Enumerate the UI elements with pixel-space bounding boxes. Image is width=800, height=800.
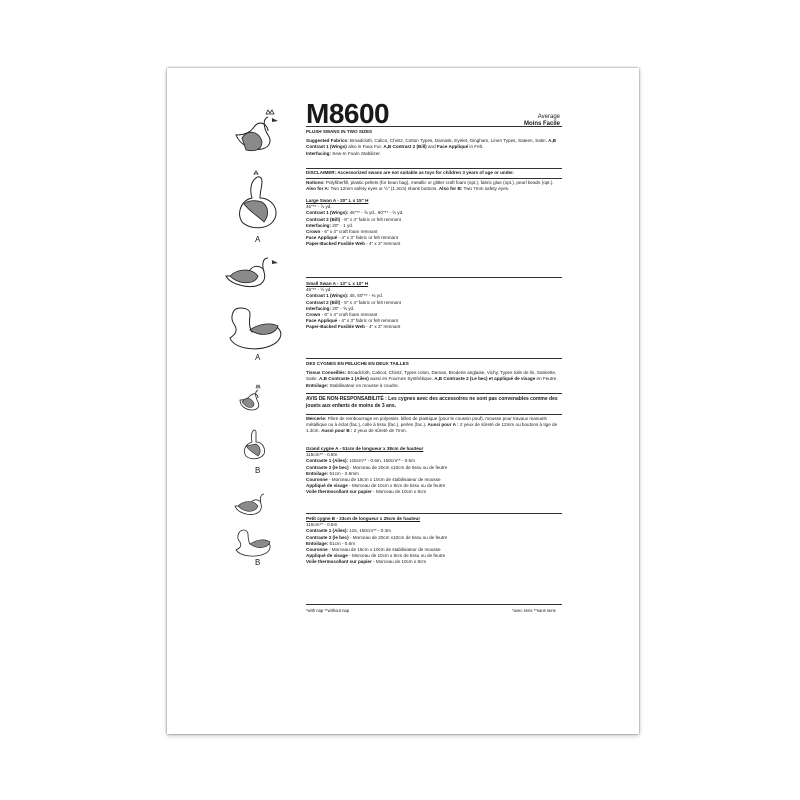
swan-b-crowned-illustration	[236, 384, 272, 424]
large-swan-yardage: Large Swan A - 20" L x 15" H 45"** - ⅞ yd. Contrast 1 (Wings): 45"** - ⅝ yd., 60"** - ½ yd. Contrast 2 (Bill) - 8" x 4" fabric or felt remnant Interfacing: 20" - 1 yd. Crown - 6" x 4" craft foam remnant Face Appliqué - 4" x 3" fabric or felt remnant Paper-Backed Fusible Web - 4" x 3" remnant	[306, 198, 404, 247]
footer-rule	[306, 604, 562, 605]
difficulty-en: Average	[537, 114, 560, 120]
rule-4	[306, 358, 562, 359]
swan-large-crowned-illustration	[228, 108, 288, 168]
french-section	[306, 361, 562, 389]
french-mercerie: Mercerie: Fibre de rembourrage en polyester, billes de plastique (pour le coussin pouf), mousse pour travaux manuels métallique ou à éclat (fac.), colle à tissu (fac.), perles (fac.). Aussi pour A : 2 yeux de sûreté de 12mm ou boutons à tige de 1.3cm. Aussi pour B : 2 yeux de sûreté de 7mm.	[306, 416, 558, 434]
rule-1	[306, 168, 562, 169]
english-heading: PLUSH SWANS IN TWO SIZES	[306, 129, 373, 134]
petit-cygne-yardage: Petit cygne B - 33cm de longueur x 25cm de hauteur 115cm** - 0.5m Contraste 1 (Ailes): 115, 150cm** - 0.3m Contraste 2 (le bec) - Morceau de 20cm x10cm de tissu ou de feutre Entoilage: 51cm - 0.6m Couronne - Morceau de 15cm x 10cm de stabilisateur de mousse Appliqué de visage - Morceau de 10cm x 8cm de tissu ou de feutre Voile thermocollant sur papier - Morceau de 10cm x 8cm	[306, 516, 448, 565]
rule-5	[306, 393, 562, 394]
rule-7	[306, 513, 562, 514]
footer-nap-note-en: *with nap **without nap	[306, 608, 350, 613]
header-rule	[306, 126, 562, 127]
rule-3	[306, 277, 562, 278]
english-disclaimer: DISCLAIMER: Accessorized swans are not suitable as toys for children 3 years of age or under.	[306, 170, 514, 175]
view-label-a-large: A	[255, 235, 261, 244]
small-swan-yardage: Small Swan A - 13" L x 10" H 45"** - ½ yd. Contrast 1 (Wings): 45, 60"** - ⅜ yd. Contrast 2 (Bill) - 8" x 4" fabric or felt remnant Interfacing: 20" - ⅝ yd. Crown - 6" x 4" craft foam remnant Face Appliqué - 4" x 3" fabric or felt remnant Paper-Backed Fusible Web - 4" x 3" remnant	[306, 281, 401, 330]
view-label-b-top: B	[255, 466, 261, 475]
view-label-a-small: A	[255, 353, 261, 362]
english-fabrics: Suggested Fabrics: Broadcloth, Calico, Chintz, Cotton Types, Damask, Eyelet, Gingham, Linen Types, Sateen, Satin. A,B Contrast 1 (Wings) also in Faux Fur. A,B Contrast 2 (Bill) and Face Appliqué in Felt.	[306, 138, 557, 150]
rule-2	[306, 178, 562, 179]
rule-6	[306, 414, 562, 415]
french-heading: DES CYGNES EN PELUCHE EN DEUX TAILLES	[306, 361, 409, 366]
swan-small-outline-illustration	[224, 304, 288, 354]
swan-b-side-illustration	[232, 490, 278, 528]
grand-cygne-yardage: Grand cygne A - 51cm de longueur x 38cm de hauteur 115cm** - 0.8m Contraste 1 (Ailes): 115cm** - 0.6m, 150cm** - 0.5m Contraste 2 (le bec) - Morceau de 20cm x10cm de tissu ou de feutre Entoilage: 51cm - 0.9mm Couronne - Morceau de 15cm x 10cm de stabilisateur de mousse Appliqué de visage - Morceau de 10cm x 8cm de tissu ou de feutre Voile thermocollant sur papier - Morceau de 10cm x 8cm	[306, 446, 448, 495]
french-disclaimer: AVIS DE NON-RESPONSABILITÉ : Les cygnes avec des accessoires ne sont pas convenables comme des jouets aux enfants de moins de 3 ans.	[306, 396, 558, 409]
swan-large-front-illustration	[226, 170, 286, 232]
footer-nap-note-fr: *avec sens **sans sens	[512, 608, 556, 613]
swan-b-outline-illustration	[232, 528, 278, 558]
english-interfacing: Interfacing: Sew-In Foam Stabilizer.	[306, 150, 381, 156]
view-label-b-bottom: B	[255, 558, 261, 567]
difficulty-fr: Moins Facile	[523, 121, 560, 127]
swan-small-side-illustration	[222, 252, 286, 302]
swan-b-front-illustration	[236, 426, 272, 466]
french-fabrics: Tissus Conseillés: Broadcloth, Calicot, Chintz, Types coton, Damas, Broderie anglaise, Vichy, Types toile de lin, Satinette, Satin. A,B Contraste 1 (Ailes) aussi en Fourrure Synthétique. A,B Contraste 2 (Le bec) et appliqué de visage en Feutre. Entoilage: Stabilisateur en mousse à coudre.	[306, 370, 558, 388]
pattern-number: M8600	[306, 98, 390, 129]
english-section	[306, 129, 562, 157]
english-notions: Notions: Polyfiberfill, plastic pellets (for bean bag), metallic or glitter craft foam (opt.), fabric glue (opt.), pearl beads (opt.). Also for A: Two 12mm safety eyes or ½" (1.3cm) shank buttons. Also for B: Two 7mm safety eyes.	[306, 180, 554, 192]
